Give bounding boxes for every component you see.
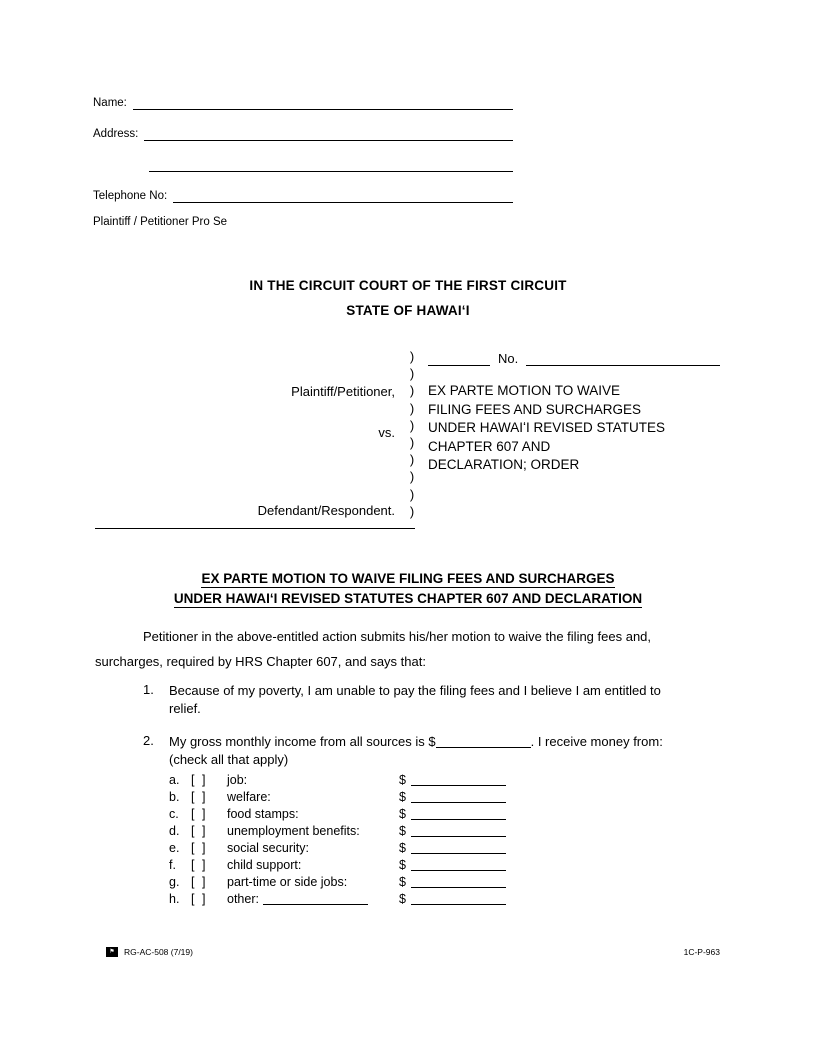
source-letter-c: c. (169, 806, 179, 821)
item-2-text (169, 733, 723, 768)
document-heading-text-1: EX PARTE MOTION TO WAIVE FILING FEES AND SURCHARGES (201, 571, 615, 586)
list-item (169, 890, 506, 907)
list-item (169, 839, 506, 856)
document-heading-line-2 (0, 591, 816, 606)
court-title-line-1: IN THE CIRCUIT COURT OF THE FIRST CIRCUIT (249, 278, 567, 293)
source-label-child-support: child support: (227, 857, 302, 872)
dollar-sign-social-security: $ (399, 840, 406, 855)
source-label-other: other: (227, 891, 259, 906)
income-sources-list (169, 771, 506, 907)
checkbox-welfare[interactable]: [ ] (191, 789, 208, 804)
case-number-and-title (428, 348, 720, 475)
address-label: Address: (93, 128, 139, 140)
source-letter-h: h. (169, 891, 180, 906)
source-letter-d: d. (169, 823, 180, 838)
source-label-job: job: (227, 772, 248, 787)
source-label-social-security: social security: (227, 840, 309, 855)
checkbox-job[interactable]: [ ] (191, 772, 208, 787)
form-badge-icon: ⚑ (106, 947, 118, 957)
footer-left (106, 947, 193, 957)
item-2-row (143, 733, 723, 768)
checkbox-child-support[interactable]: [ ] (191, 857, 208, 872)
checkbox-part-time-jobs[interactable]: [ ] (191, 874, 208, 889)
telephone-label: Telephone No: (93, 190, 168, 202)
vs-label: vs. (378, 425, 395, 440)
source-label-welfare: welfare: (227, 789, 271, 804)
item-1-text (169, 682, 723, 717)
checkbox-unemployment-benefits[interactable]: [ ] (191, 823, 208, 838)
name-row (93, 92, 513, 110)
plaintiff-label: Plaintiff/Petitioner, (291, 384, 395, 399)
item-1-line-1: Because of my poverty, I am unable to pay the filing fees and I believe I am entitled to (169, 683, 661, 698)
case-title-line-3: UNDER HAWAIʻI REVISED STATUTES (428, 420, 666, 435)
paren-column: ) ) ) ) ) ) ) ) ) ) (409, 349, 415, 519)
numbered-item-2 (143, 733, 723, 768)
list-item (169, 856, 506, 873)
defendant-label: Defendant/Respondent. (257, 503, 395, 518)
amount-blank-food-stamps[interactable] (411, 807, 506, 820)
item-1-line-2: relief. (169, 700, 201, 716)
filer-info-block (93, 92, 513, 228)
list-item (169, 805, 506, 822)
address-row-2 (93, 154, 513, 172)
list-item (169, 873, 506, 890)
amount-blank-other[interactable] (411, 892, 506, 905)
address-blank[interactable] (144, 127, 513, 141)
source-label-unemployment-benefits: unemployment benefits: (227, 823, 360, 838)
list-item (169, 771, 506, 788)
amount-blank-child-support[interactable] (411, 858, 506, 871)
source-letter-f: f. (169, 857, 176, 872)
case-title-line-4: CHAPTER 607 AND (428, 438, 551, 454)
case-caption-bottom-rule (95, 528, 415, 529)
item-2-number: 2. (143, 733, 154, 748)
checkbox-social-security[interactable]: [ ] (191, 840, 208, 855)
document-heading-text-2: UNDER HAWAIʻI REVISED STATUTES CHAPTER 607 AND DECLARATION (173, 591, 643, 606)
case-title-line-1: EX PARTE MOTION TO WAIVE (428, 383, 621, 398)
document-heading-line-1 (0, 571, 816, 586)
amount-blank-job[interactable] (411, 773, 506, 786)
list-item (169, 822, 506, 839)
name-blank[interactable] (133, 96, 513, 110)
dollar-sign-child-support: $ (399, 857, 406, 872)
intro-line-2: surcharges, required by HRS Chapter 607, and says that: (95, 654, 426, 669)
case-number-label: No. (498, 351, 519, 366)
case-title-lines (428, 382, 720, 475)
dollar-sign-job: $ (399, 772, 406, 787)
source-letter-b: b. (169, 789, 180, 804)
dollar-sign-part-time-jobs: $ (399, 874, 406, 889)
amount-blank-welfare[interactable] (411, 790, 506, 803)
name-label: Name: (93, 97, 127, 109)
other-source-blank[interactable] (263, 892, 368, 905)
amount-blank-unemployment-benefits[interactable] (411, 824, 506, 837)
gross-monthly-income-blank[interactable] (436, 735, 531, 748)
dollar-sign-welfare: $ (399, 789, 406, 804)
intro-line-1: Petitioner in the above-entitled action submits his/her motion to waive the filing fees and, (143, 629, 652, 644)
case-title-line-2: FILING FEES AND SURCHARGES (428, 401, 642, 417)
dollar-sign-other: $ (399, 891, 406, 906)
source-label-food-stamps: food stamps: (227, 806, 299, 821)
item-2-text-before-blank: My gross monthly income from all sources is $ (169, 734, 436, 749)
numbered-item-1 (143, 682, 723, 717)
source-letter-e: e. (169, 840, 180, 855)
source-letter-g: g. (169, 874, 180, 889)
item-2-text-after-blank: . I receive money from: (530, 734, 663, 749)
source-label-other-wrap (227, 892, 399, 906)
item-1-row (143, 682, 723, 717)
checkbox-other[interactable]: [ ] (191, 891, 208, 906)
address-row (93, 123, 513, 141)
amount-blank-part-time-jobs[interactable] (411, 875, 506, 888)
telephone-row (93, 185, 513, 203)
intro-paragraph (95, 624, 723, 674)
telephone-blank[interactable] (173, 189, 513, 203)
dollar-sign-food-stamps: $ (399, 806, 406, 821)
pro-se-line: Plaintiff / Petitioner Pro Se (93, 216, 228, 228)
source-letter-a: a. (169, 772, 180, 787)
list-item (169, 788, 506, 805)
amount-blank-social-security[interactable] (411, 841, 506, 854)
court-title-line-2: STATE OF HAWAIʻI (346, 303, 470, 318)
item-1-number: 1. (143, 682, 154, 697)
checkbox-food-stamps[interactable]: [ ] (191, 806, 208, 821)
dollar-sign-unemployment-benefits: $ (399, 823, 406, 838)
footer-right-code: 1C-P-963 (683, 947, 720, 957)
item-2-line-2: (check all that apply) (169, 751, 289, 767)
form-number: RG-AC-508 (7/19) (124, 947, 193, 957)
case-prefix-blank[interactable] (428, 353, 490, 366)
case-title-line-5: DECLARATION; ORDER (428, 457, 580, 472)
source-label-part-time-jobs: part-time or side jobs: (227, 874, 348, 889)
address-blank-2[interactable] (149, 158, 513, 172)
case-number-row (428, 348, 720, 366)
case-number-blank[interactable] (526, 353, 720, 366)
